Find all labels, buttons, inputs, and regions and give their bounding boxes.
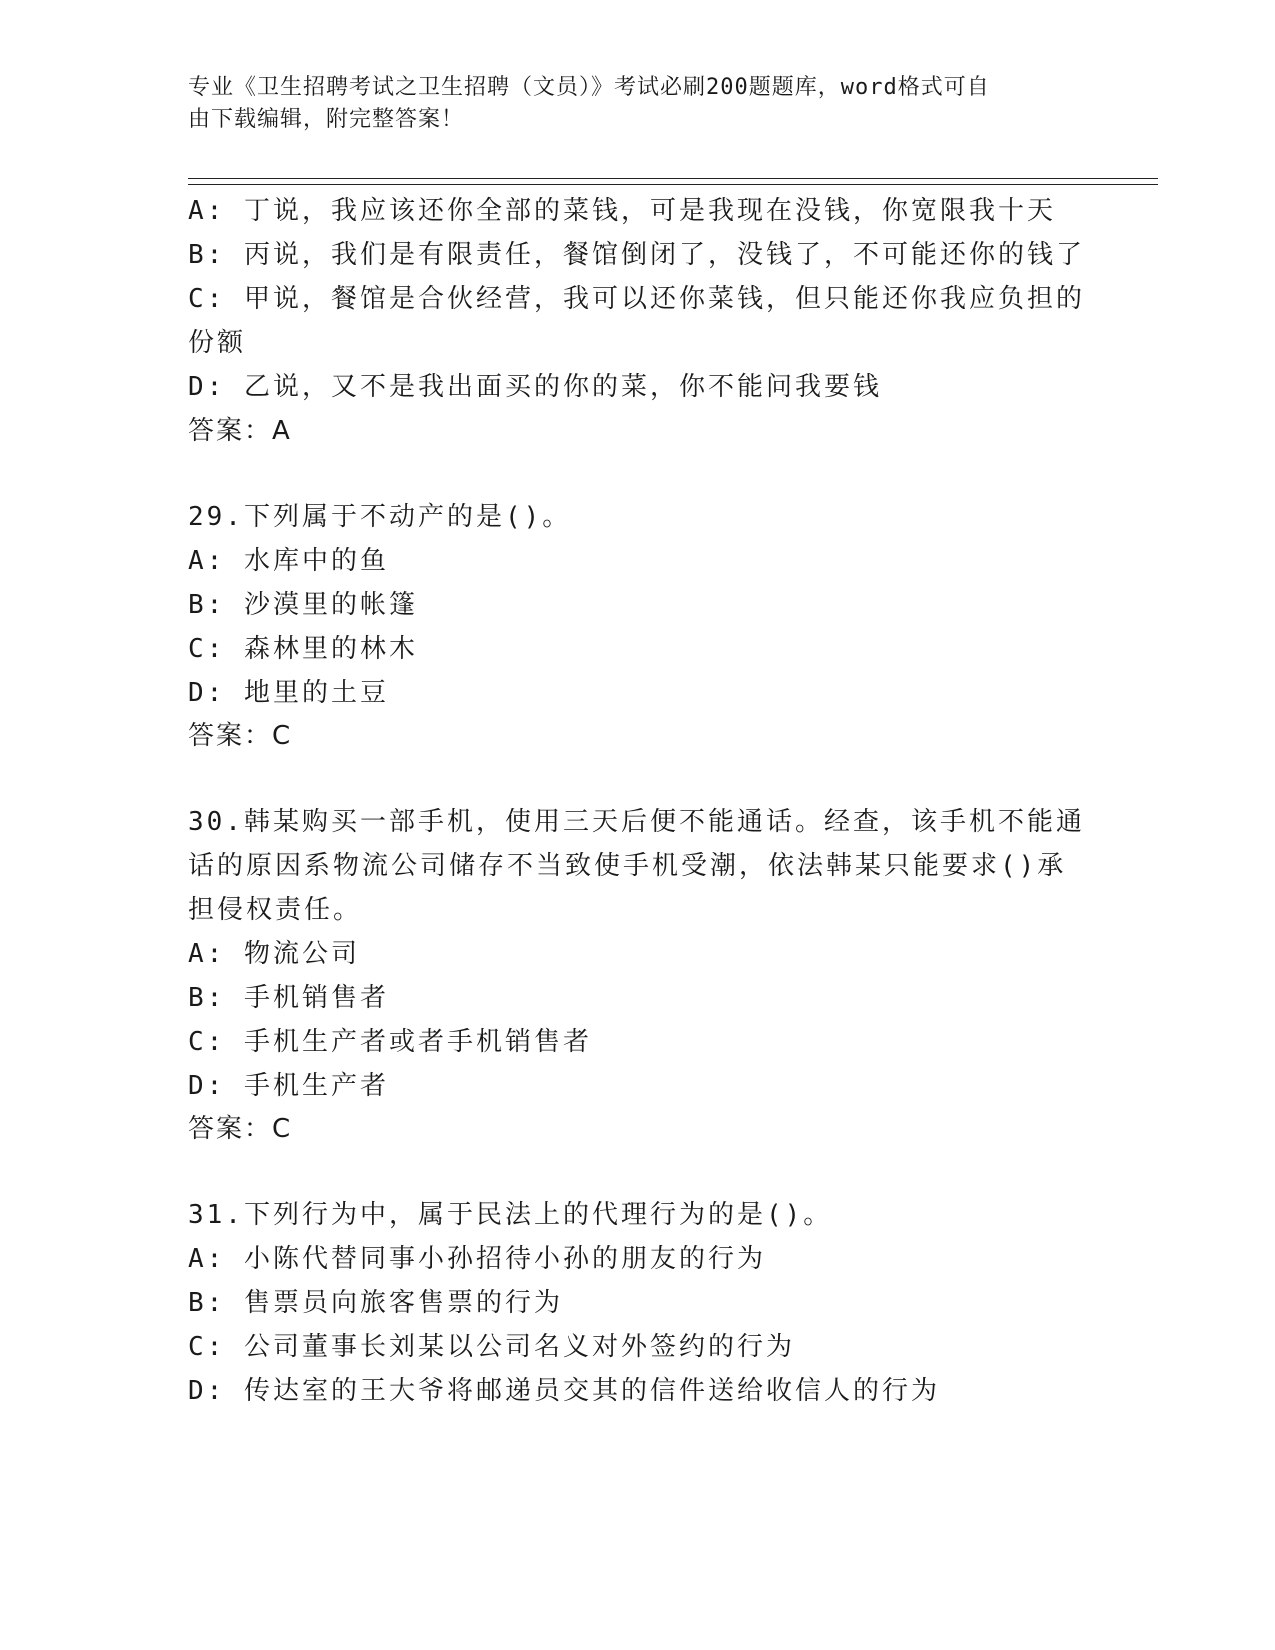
q29-option-b: B: 沙漠里的帐篷 [188, 590, 418, 620]
q28-option-c: C: 甲说，餐馆是合伙经营，我可以还你菜钱，但只能还你我应负担的 [188, 284, 1085, 314]
q28-option-a: A: 丁说，我应该还你全部的菜钱，可是我现在没钱，你宽限我十天 [188, 196, 1056, 226]
q30-stem-line-1: 30.韩某购买一部手机，使用三天后便不能通话。经查，该手机不能通 [188, 807, 1085, 837]
q29-option-c: C: 森林里的林木 [188, 634, 418, 664]
q31-option-b: B: 售票员向旅客售票的行为 [188, 1288, 563, 1318]
q31-option-a: A: 小陈代替同事小孙招待小孙的朋友的行为 [188, 1244, 766, 1274]
q30-stem-line-3: 担侵权责任。 [188, 895, 363, 925]
q28-answer: 答案：A [188, 416, 292, 446]
q31-stem: 31.下列行为中，属于民法上的代理行为的是()。 [188, 1200, 833, 1230]
q28-option-d: D: 乙说，又不是我出面买的你的菜，你不能问我要钱 [188, 372, 882, 402]
q30-option-a: A: 物流公司 [188, 939, 360, 969]
q29-answer: 答案：C [188, 721, 293, 751]
q30-stem-line-2: 话的原因系物流公司储存不当致使手机受潮，依法韩某只能要求()承 [188, 851, 1067, 881]
header-line-2: 由下载编辑，附完整答案！ [188, 107, 465, 132]
q28-option-b: B: 丙说，我们是有限责任，餐馆倒闭了，没钱了，不可能还你的钱了 [188, 240, 1085, 270]
q29-option-d: D: 地里的土豆 [188, 678, 389, 708]
q31-option-d: D: 传达室的王大爷将邮递员交其的信件送给收信人的行为 [188, 1376, 940, 1406]
q30-answer: 答案：C [188, 1114, 293, 1144]
q30-option-b: B: 手机销售者 [188, 983, 389, 1013]
q31-option-c: C: 公司董事长刘某以公司名义对外签约的行为 [188, 1332, 795, 1362]
q28-option-c-cont: 份额 [188, 328, 247, 358]
header-rule-top [188, 178, 1158, 179]
q30-option-c: C: 手机生产者或者手机销售者 [188, 1027, 592, 1057]
q29-stem: 29.下列属于不动产的是()。 [188, 502, 572, 532]
document-header [188, 72, 1068, 136]
q29-option-a: A: 水库中的鱼 [188, 546, 389, 576]
header-rule-bottom [188, 184, 1158, 185]
header-line-1: 专业《卫生招聘考试之卫生招聘（文员）》考试必刷200题题库，word格式可自 [188, 75, 990, 100]
q30-option-d: D: 手机生产者 [188, 1071, 389, 1101]
